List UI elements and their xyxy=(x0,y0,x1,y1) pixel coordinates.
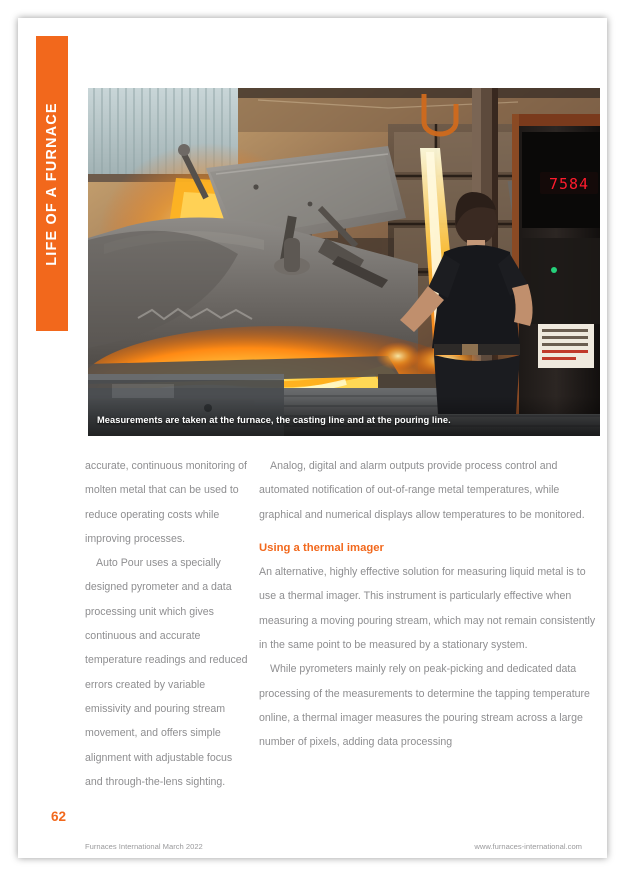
subheading-using-a-thermal-imager: Using a thermal imager xyxy=(259,541,384,554)
control-cabinet xyxy=(512,114,600,414)
photo-caption: Measurements are taken at the furnace, the casting line and at the pouring line. xyxy=(97,415,451,425)
right-paragraph-3: While pyrometers mainly rely on peak-picking and dedicated data processing of the measurements to determine the tapping temperature online, a thermal imager measures the pouring stream across a large number of pixels, adding data processing xyxy=(259,663,590,749)
footer-website: www.furnaces-international.com xyxy=(474,842,582,851)
text-column-right xyxy=(259,454,600,755)
section-tab-label: LIFE OF A FURNACE xyxy=(44,101,60,266)
foundry-photo-illustration xyxy=(88,88,600,436)
article-body xyxy=(85,454,600,804)
footer-publication: Furnaces International March 2022 xyxy=(85,842,203,851)
section-tab xyxy=(36,36,68,331)
left-paragraph-2: Auto Pour uses a specially designed pyrometer and a data processing unit which gives continuous and accurate temperature readings and reduced errors created by variable emissivity and pouring stream movement, and offers simple alignment with adjustable focus and through-the-lens sighting. xyxy=(85,557,248,788)
led-display-value: 7584 xyxy=(548,175,590,193)
text-column-left xyxy=(85,454,250,794)
page-number: 62 xyxy=(51,809,67,824)
right-paragraph-2: An alternative, highly effective solution for measuring liquid metal is to use a thermal imager. This instrument is particularly effective when measuring a moving pouring stream, which may not remain consistently in the same point to be measured by a stationary system. xyxy=(259,566,596,652)
magazine-page-sheet xyxy=(18,18,607,858)
article-photo xyxy=(88,88,600,436)
left-paragraph-1: accurate, continuous monitoring of molten metal that can be used to reduce operating costs while improving processes. xyxy=(85,460,247,545)
right-paragraph-1: Analog, digital and alarm outputs provide process control and automated notification of out-of-range metal temperatures, while graphical and numerical displays allow temperatures to be monitored. xyxy=(259,460,585,521)
led-readout xyxy=(540,172,598,194)
